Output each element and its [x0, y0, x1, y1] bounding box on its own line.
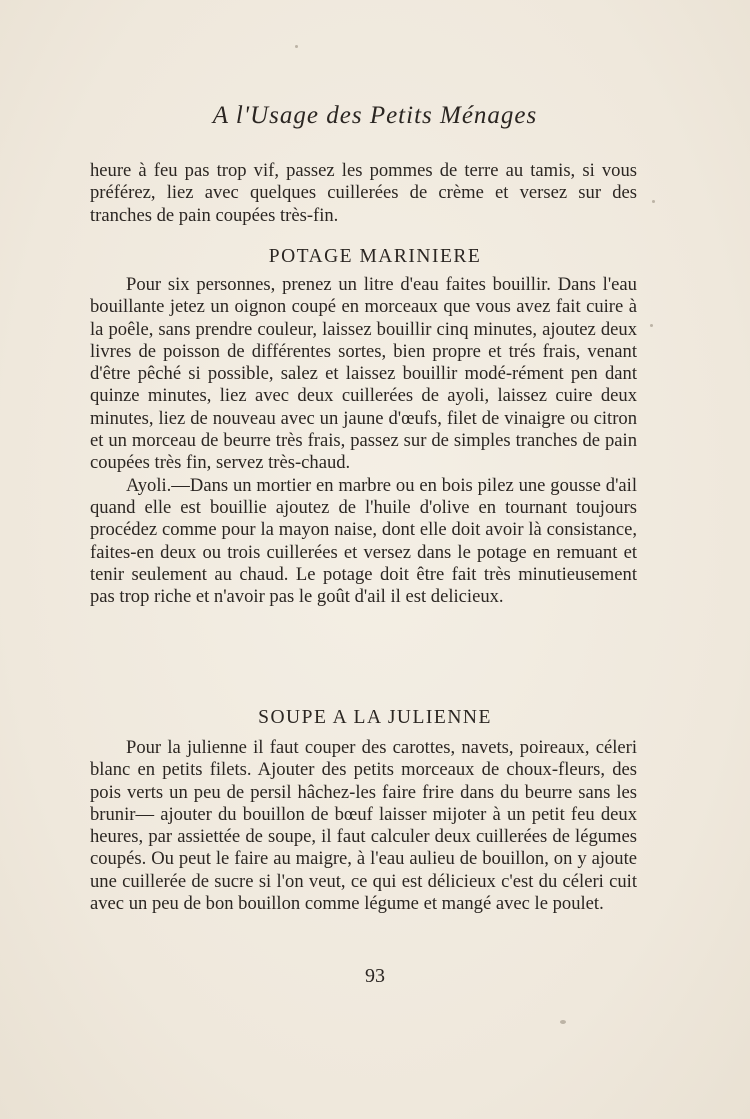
- running-head: A l'Usage des Petits Ménages: [212, 102, 538, 129]
- text-line: Pour la julienne il faut couper des carottes, navets,: [126, 737, 520, 758]
- text-line: hâchez-les faire frire dans du beurre sans les brunir—: [90, 781, 637, 825]
- text-line: Dans l'eau bouillante jetez un oignon coupé en morceaux: [90, 274, 637, 318]
- page-number: 93: [365, 965, 385, 987]
- paper-speck: [652, 200, 655, 203]
- text-line: poireaux, céleri blanc en petits filets. Ajouter des petits: [90, 737, 637, 781]
- text-line: très frais, passez sur de simples tranches de pain coupées très: [90, 430, 637, 474]
- text-line: que vous avez fait cuire à la poêle, sans prendre couleur,: [90, 296, 637, 340]
- text-line: gousse d'ail quand elle est bouillie ajoutez de l'huile d'olive: [90, 474, 637, 518]
- text-line: Pour six personnes, prenez un litre d'eau faites bouillir.: [126, 274, 558, 295]
- text-line: morceaux de choux-fleurs, des pois verts un peu de persil: [90, 759, 638, 803]
- mariniere-paragraph: [90, 274, 637, 475]
- text-line: deux heures, par assiettée de soupe, il faut calculer deux: [90, 803, 637, 848]
- text-line: tenir seulement au chaud. Le potage doit être fait très: [90, 563, 519, 585]
- text-line: pêché si possible, salez et laissez bouillir modé-rément pen: [137, 363, 598, 385]
- text-line: crème et versez sur des tranches de pain coupées très-fin.: [90, 182, 637, 226]
- text-line: laissez bouillir cinq minutes, ajoutez deux livres de poisson: [90, 318, 637, 362]
- text-line: il est delicieux.: [390, 586, 504, 608]
- text-line: de différentes sortes, bien propre et trés frais, venant d'être: [90, 340, 637, 385]
- text-line: tamis, si vous préférez, liez avec quelques cuillerées de: [90, 160, 637, 204]
- julienne-paragraph: [90, 737, 637, 915]
- text-line: Ayoli.—Dans un mortier en marbre ou en bois pilez une: [126, 474, 551, 496]
- paper-speck: [560, 1020, 566, 1024]
- text-line: cuillerées de légumes coupés. Ou peut le faire au maigre,: [90, 826, 637, 870]
- ayoli-paragraph: [90, 475, 637, 609]
- text-line: laissez cuire deux minutes, liez de nouveau avec un jaune: [90, 385, 637, 429]
- paper-speck: [295, 45, 298, 48]
- text-line: minutieusement pas trop riche et n'avoir pas le goût d'ail: [90, 563, 637, 608]
- text-line: fin, servez très-chaud.: [186, 452, 351, 474]
- mariniere-text: [90, 274, 637, 608]
- text-line: ou trois cuillerées et versez dans le potage en remuant et: [202, 541, 637, 563]
- section-heading-julienne: SOUPE A LA JULIENNE: [258, 707, 492, 728]
- text-line: peu de bon bouillon comme légume et mangé avec le poulet.: [151, 893, 604, 915]
- text-line: dant quinze minutes, liez avec deux cuillerées de ayoli,: [90, 363, 637, 407]
- intro-text: [90, 160, 637, 227]
- intro-paragraph: [90, 160, 637, 227]
- text-line: ajouter du bouillon de bœuf laisser mijoter à un petit feu: [160, 803, 601, 825]
- text-line: à l'eau aulieu de bouillon, on y ajoute une cuillerée de sucre: [90, 848, 637, 892]
- text-line: en tournant toujours procédez comme pour la mayon: [90, 496, 637, 541]
- section-heading-mariniere: POTAGE MARINIERE: [268, 246, 482, 267]
- text-line: si l'on veut, ce qui est délicieux c'est du céleri cuit avec un: [90, 870, 638, 915]
- text-line: naise, dont elle doit avoir là consistance, faites-en deux: [90, 519, 637, 563]
- text-line: heure à feu pas trop vif, passez les pommes de terre au: [90, 160, 531, 181]
- julienne-text: [90, 737, 637, 915]
- text-line: d'œufs, filet de vinaigre ou citron et un morceau de beurre: [90, 407, 637, 452]
- paper-speck: [650, 324, 653, 327]
